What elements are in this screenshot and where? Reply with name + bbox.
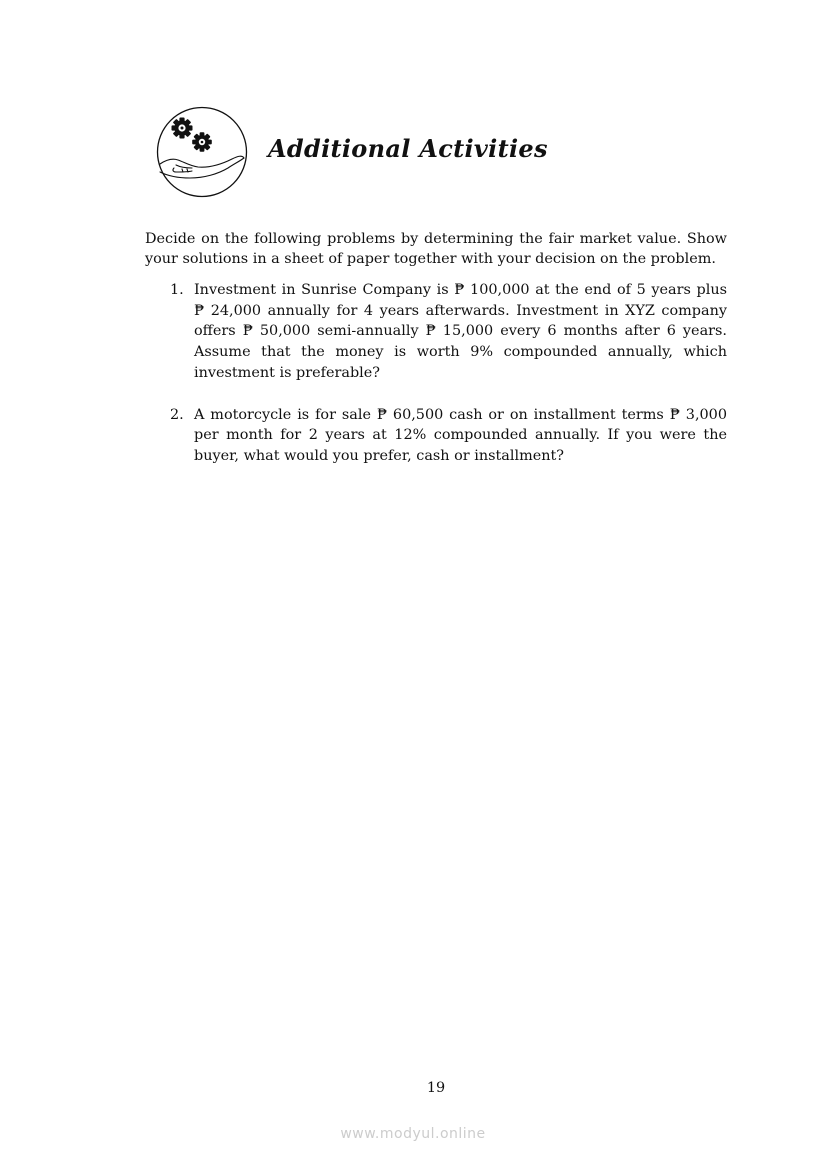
activity-header xyxy=(156,106,616,198)
problem-number: 2. xyxy=(170,406,184,423)
page-number: 19 xyxy=(426,1080,446,1096)
problem-number: 1. xyxy=(170,282,184,298)
problem-text: Investment in Sunrise Company is ₱ 100,000 at the end of 5 years plus ₱ 24,000 annually for 4 years afterwards. Investment in XYZ company offers ₱ 50,000 semi-annually ₱ 15,000 every 6 months after 6 years. Assume that the money is worth 9% compounded annually, which investment is preferable? xyxy=(194,282,727,381)
list-item xyxy=(145,405,727,467)
instructions-paragraph: Decide on the following problems by determining the fair market value. Show your solutions in a sheet of paper together with your decision on the problem. xyxy=(145,231,727,267)
list-item xyxy=(145,280,727,384)
gears-in-hand-icon xyxy=(156,106,248,198)
page-title: Additional Activities xyxy=(268,134,548,163)
problem-list xyxy=(145,280,727,467)
problem-text: A motorcycle is for sale ₱ 60,500 cash or on installment terms ₱ 3,000 per month for 2 years at 12% compounded annually. If you were the buyer, what would you prefer, cash or installment? xyxy=(194,406,727,464)
watermark: www.modyul.online xyxy=(340,1126,486,1142)
